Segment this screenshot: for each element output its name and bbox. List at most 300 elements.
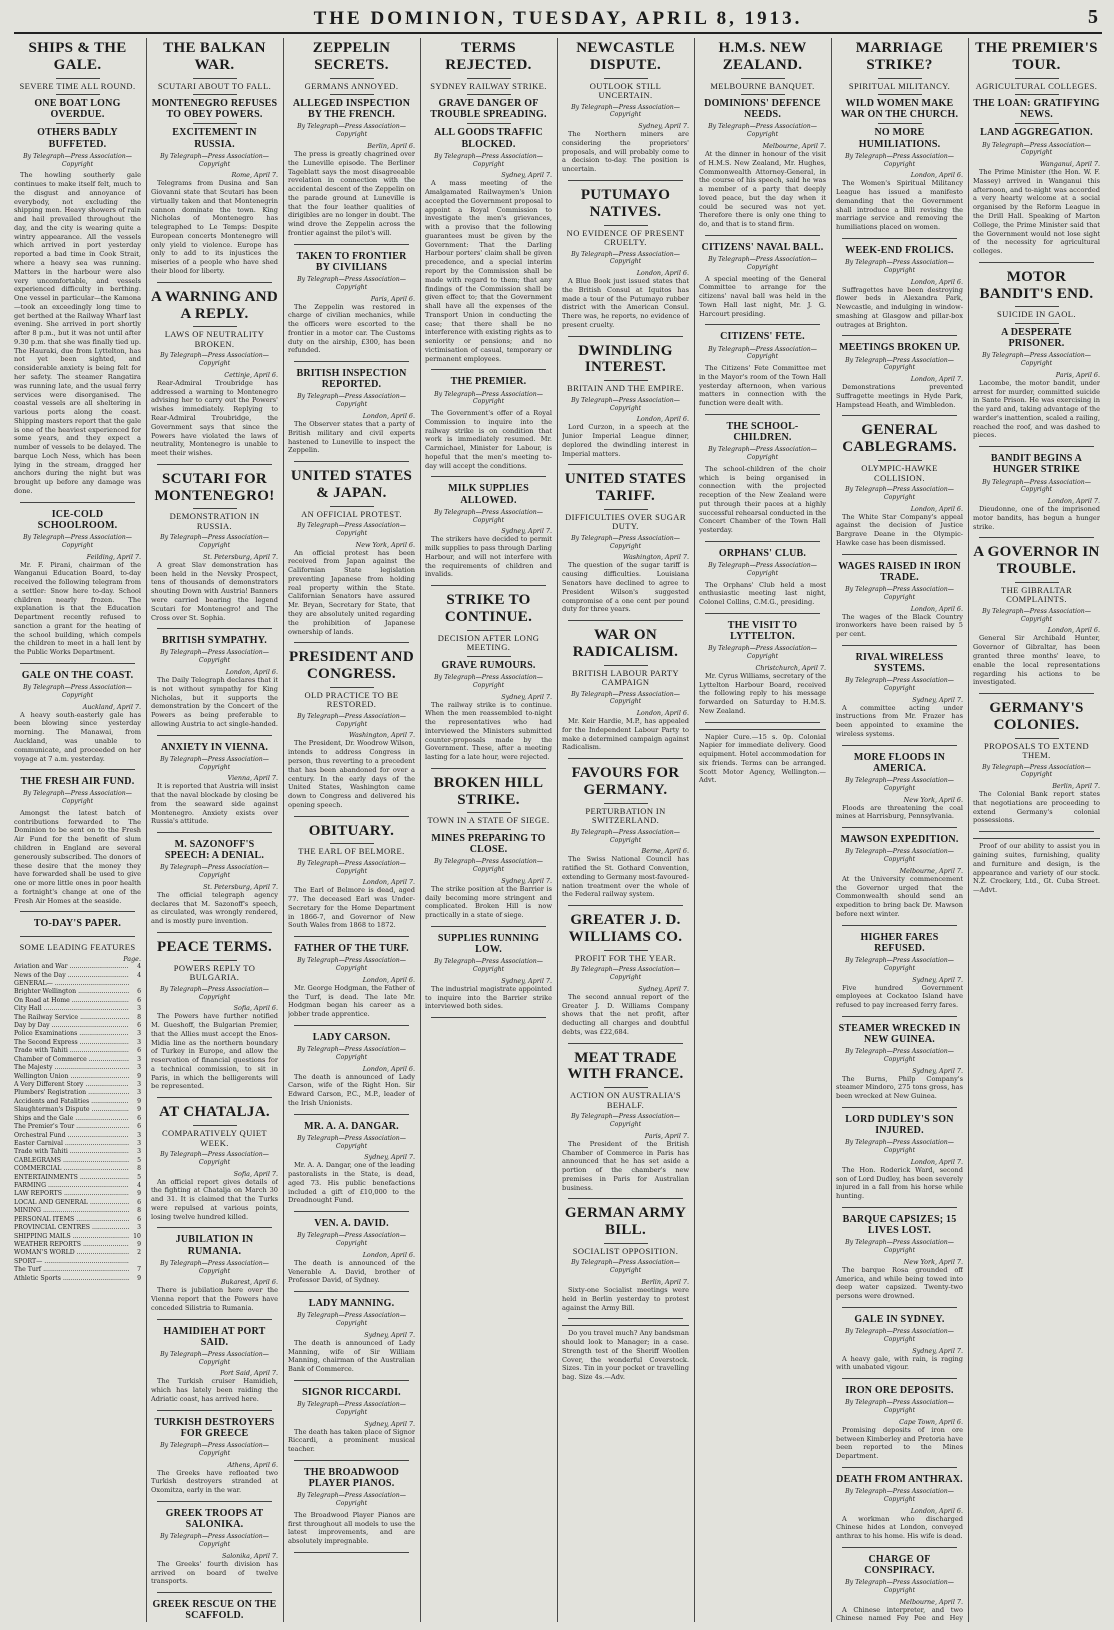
article-headline: THE SCHOOL-CHILDREN. (726, 420, 799, 444)
press-credit: By Telegraph—Press Association—Copyright (982, 478, 1091, 494)
dateline: New York, April 6. (355, 540, 415, 549)
press-credit: By Telegraph—Press Association—Copyright (160, 534, 269, 550)
index-row (14, 1174, 141, 1182)
article-body: Five hundred Government employees at Cockatoo Island have refused to pay increased ferry fares. (836, 983, 963, 1010)
index-item-name: Trade with Tahiti ..... (14, 1047, 129, 1055)
advertisement: Do you travel much? Any bandsman should look to Manager; in a case. Strength test of the Sheriff Woollen Cover, the wonderful Coverstock. Sizes. Tin in your pocket or travelling bag. Size 4s.—Adv. (562, 1325, 689, 1382)
article-headline: PEACE TERMS. (156, 939, 272, 956)
article-headline: AT CHATALJA. (159, 1104, 270, 1121)
press-credit: By Telegraph—Press Association—Copyright (845, 1239, 954, 1255)
article (836, 932, 963, 1010)
index-item-name: Ships and the Gale ..... (14, 1115, 129, 1123)
press-credit: By Telegraph—Press Association—Copyright (160, 1533, 269, 1549)
article-divider (157, 1501, 272, 1502)
article-divider (705, 541, 820, 542)
press-credit: By Telegraph—Press Association—Copyright (845, 486, 954, 501)
column-rule (694, 38, 695, 1622)
index-item-name: News of the Day ..... (14, 972, 129, 980)
article-divider (979, 446, 1094, 447)
press-credit: By Telegraph—Press Association—Copyright (434, 508, 543, 524)
index-row (14, 1199, 141, 1207)
press-credit: By Telegraph—Press Association—Copyright (571, 690, 680, 706)
article-body: A workman who discharged Chinese hides at London, conveyed anthrax to his home. His wife is dead. (836, 1514, 963, 1541)
press-credit: By Telegraph—Press Association—Copyright (160, 1151, 269, 1166)
article-headline: GALE ON THE COAST. (21, 669, 134, 681)
index-item-name: The Second Express ..... (14, 1039, 129, 1047)
index-item-page: 3 (137, 1080, 141, 1088)
article-headline: NEWCASTLE DISPUTE. (576, 40, 675, 73)
press-credit: By Telegraph—Press Association—Copyright (160, 649, 269, 665)
article (288, 40, 415, 238)
index-item-name: A Very Different Story ..... (14, 1081, 129, 1089)
dateline: Sydney, April 7. (501, 692, 552, 701)
press-credit: By Telegraph—Press Association—Copyright (571, 1259, 680, 1275)
article (288, 251, 415, 355)
index-row (14, 1275, 141, 1283)
article-body: Amongst the latest batch of contributions forwarded to The Dominion to be sent on to the Fresh Air Fund for the benefit of slum children in England are several generously subscribed. The donors of these desire that the money they have forwarded shall be used to give one or more little ones in poor health a fortnight's change at one of the Fresh Air Homes at the seaside. (14, 808, 141, 905)
index-row (14, 963, 141, 971)
advertisement: Proof of our ability to assist you in gaining suites, furnishing, quality and furniture and design, is the appearance and variety of our stock. N.Z. Crockery, Ltd., Gt. Cuba Street.—Advt. (973, 838, 1100, 895)
article-divider (431, 926, 546, 927)
index-page-label: Page. (123, 955, 141, 964)
article-headline: TO-DAY'S PAPER. (33, 918, 122, 930)
press-credit: By Telegraph—Press Association—Copyright (297, 276, 406, 291)
article-body: The Broadwood Player Pianos are first throughout all models to use the latest improvements, and are absolutely impregnable. (288, 1510, 415, 1546)
index-item-page: 4 (137, 1182, 141, 1190)
dateline: Berne, April 6. (641, 847, 689, 856)
article-divider (568, 180, 683, 181)
article-headline: DEATH FROM ANTHRAX. (836, 1473, 963, 1485)
article-divider (568, 1043, 683, 1044)
index-item-page (129, 980, 141, 988)
article (288, 823, 415, 931)
heading-divider (56, 94, 100, 95)
press-credit: By Telegraph—Press Association—Copyright (845, 152, 954, 168)
article-headline: THE BROADWOOD PLAYER PIANOS. (303, 1466, 400, 1490)
press-credit: By Telegraph—Press Association—Copyright (23, 790, 132, 806)
article-body: The President, Dr. Woodrow Wilson, intends to address Congress in person, thus reverting to a precedent that has been abandoned for over a century. In the early days of the United States, Washington came down to Congress and delivered his opening speech. (288, 739, 415, 809)
article (288, 1387, 415, 1454)
index-item-page: 3 (137, 1089, 141, 1097)
article-body: Lord Curzon, in a speech at the Junior Imperial League dinner, deplored the dwindling interest in Imperial matters. (562, 423, 689, 458)
article-subheadline: GRAVE RUMOURS. (441, 659, 536, 671)
article-divider (842, 1547, 957, 1548)
index-row (14, 1073, 141, 1081)
index-item-page: 3 (137, 1148, 141, 1156)
article (836, 1023, 963, 1101)
dateline: New York, April 7. (903, 1257, 963, 1266)
article-body: An official protest has been received from Japan against the Californian State legislation preventing Japanese from holding real property within the State. Californian Senators have assured Mr. Bryan, Secretary for State, that they are absolutely united regarding the prohibition of Japanese ownership of lands. (288, 548, 415, 636)
article-divider (294, 936, 409, 937)
masthead-title: THE DOMINION, TUESDAY, APRIL 8, 1913. (313, 8, 803, 29)
article-subheadline: NO MORE HUMILIATIONS. (858, 127, 941, 150)
article-subheadline: MELBOURNE BANQUET. (710, 80, 815, 91)
index-item-name: Easter Carnival ..... (14, 1140, 129, 1148)
article-divider (842, 335, 957, 336)
index-row (14, 1233, 141, 1241)
dateline: Port Said, April 7. (220, 1369, 278, 1378)
column-rule (968, 38, 969, 1622)
index-item-name: Day by Day ..... (14, 1022, 129, 1030)
article-subheadline: DECISION AFTER LONG MEETING. (437, 632, 540, 653)
dateline: Sydney, April 7. (364, 1153, 415, 1162)
article-headline: ANXIETY IN VIENNA. (160, 741, 269, 753)
heading-divider (604, 950, 648, 951)
index-item-name: Accidents and Fatalities ..... (14, 1098, 129, 1106)
dateline: Christchurch, April 7. (755, 663, 826, 672)
article (562, 1205, 689, 1312)
masthead (14, 6, 1102, 34)
article-body: The wages of the Black Country ironworkers have been raised by 5 per cent. (836, 612, 963, 639)
article-headline: CITIZENS' FETE. (720, 331, 805, 343)
article-divider (20, 911, 135, 912)
article-divider (842, 827, 957, 828)
index-item-name: Trade with Tahiti ..... (14, 1148, 129, 1156)
press-credit: By Telegraph—Press Association—Copyright (160, 755, 269, 771)
article-headline: SIGNOR RICCARDI. (302, 1386, 401, 1398)
article-divider (568, 905, 683, 906)
index-item-page: 8 (137, 1165, 141, 1173)
article-headline: FAVOURS FOR GERMANY. (571, 765, 680, 799)
index-row (14, 1014, 141, 1022)
article-subheadline: AN OFFICIAL PROTEST. (301, 508, 402, 519)
press-credit: By Telegraph—Press Association—Copyright (434, 858, 543, 874)
press-credit: By Telegraph—Press Association—Copyright (297, 712, 406, 728)
index-item-page: 6 (137, 1123, 141, 1131)
article-body: A heavy south-easterly gale has been blowing since yesterday morning. The Manawai, from Auckland, was unable to communicate, and proceeded on her voyage at 7 a.m. yesterday. (14, 710, 141, 763)
index-item-name: LAW REPORTS ..... (14, 1190, 129, 1198)
press-credit: By Telegraph—Press Association—Copyright (297, 123, 406, 139)
index-item-name: Police Examinations ..... (14, 1030, 129, 1038)
press-credit: By Telegraph—Press Association—Copyright (297, 957, 406, 973)
article-headline: TAKEN TO FRONTIER BY CIVILIANS (296, 250, 407, 273)
article-headline: PUTUMAYO NATIVES. (580, 186, 671, 220)
heading-divider (604, 78, 648, 79)
press-credit: By Telegraph—Press Association—Copyright (297, 1046, 406, 1061)
index-row (14, 1123, 141, 1131)
article-headline: H.M.S. NEW ZEALAND. (718, 40, 807, 73)
article-subheadline: ACTION ON AUSTRALIA'S BEHALF. (570, 1090, 681, 1110)
article-headline: WEEK-END FROLICS. (845, 244, 954, 256)
article-subheadline: SYDNEY RAILWAY STRIKE. (430, 80, 547, 91)
article-subheadline: PROFIT FOR THE YEAR. (574, 952, 677, 963)
article (425, 933, 552, 1011)
index-item-name: The Turf ..... (14, 1266, 129, 1274)
index-item-name: COMMERCIAL ..... (14, 1165, 129, 1173)
index-row (14, 1022, 141, 1030)
dateline: Auckland, April 7. (82, 702, 141, 711)
article (973, 40, 1100, 256)
index-item-name: WOMAN'S WORLD ..... (14, 1249, 129, 1257)
press-credit: By Telegraph—Press Association—Copyright (708, 645, 817, 661)
article-headline: CITIZENS' NAVAL BALL. (701, 241, 824, 253)
article (699, 620, 826, 716)
article-body: Suffragettes have been destroying flower beds in Alexandra Park, Newcastle, and indulging in window-smashing at Glasgow and pillar-box outrages at Brighton. (836, 285, 963, 329)
article-body: The Swiss National Council has ratified the St. Gothard Convention, extending to Germany most-favoured-nation treatment over the whole of the Federal railway system. (562, 855, 689, 899)
dateline: St. Petersburg, April 7. (203, 552, 278, 561)
article-subheadline: THE LOAN: GRATIFYING NEWS. (973, 98, 1100, 121)
article-divider (157, 1592, 272, 1593)
heading-divider (741, 94, 785, 95)
article-divider (568, 1198, 683, 1199)
press-credit: By Telegraph—Press Association—Copyright (571, 534, 680, 550)
article-headline: RIVAL WIRELESS SYSTEMS. (855, 651, 944, 674)
index-row (14, 1207, 141, 1215)
article-body: An official report gives details of the fighting at Chatalja on March 30 and 31. It is claimed that the Turks were repulsed at various points, losing twelve hundred killed. (151, 1177, 278, 1221)
article-divider (842, 1467, 957, 1468)
article (151, 839, 278, 926)
article-body: The strikers have decided to permit milk supplies to pass through Darling Harbour, and will not interfere with the requirements of children and invalids. (425, 535, 552, 579)
article-body: The death has taken place of Signor Riccardi, a prominent musical teacher. (288, 1427, 415, 1454)
heading-divider (1015, 582, 1059, 583)
dateline: Sydney, April 7. (364, 1419, 415, 1428)
index-item-page: 6 (137, 1022, 141, 1030)
article-headline: ZEPPELIN SECRETS. (312, 40, 391, 73)
article-body: The question of the sugar tariff is causing difficulties. Louisiana Senators have declined to agree to President Wilson's suggested compromise of a one cent per pound duty for three years. (562, 561, 689, 614)
article-subheadline: LAWS OF NEUTRALITY BROKEN. (164, 329, 265, 349)
dateline: Rome, April 7. (231, 171, 278, 180)
article-divider (842, 238, 957, 239)
article-headline: FATHER OF THE TURF. (294, 943, 409, 955)
article-subheadline: MINES PREPARING TO CLOSE. (431, 832, 546, 856)
article-headline: A GOVERNOR IN TROUBLE. (973, 544, 1100, 578)
article-subheadline: OLD PRACTICE TO BE RESTORED. (304, 689, 399, 710)
column-rule (831, 38, 832, 1622)
press-credit: By Telegraph—Press Association—Copyright (845, 957, 954, 972)
article (699, 548, 826, 607)
article-divider (157, 1410, 272, 1411)
press-credit: By Telegraph—Press Association—Copyright (708, 345, 817, 361)
index-item-name: FARMING ..... (14, 1182, 129, 1190)
press-credit: By Telegraph—Press Association—Copyright (571, 966, 680, 982)
press-credit: By Telegraph—Press Association—Copyright (297, 393, 406, 409)
press-credit: By Telegraph—Press Association—Copyright (297, 1134, 406, 1150)
article-headline: WAR ON RADICALISM. (572, 627, 679, 660)
article-headline: BROKEN HILL STRIKE. (433, 774, 544, 808)
index-row (14, 1106, 141, 1114)
heading-divider (878, 460, 922, 461)
dateline: Sydney, April 7. (501, 171, 552, 180)
article-divider (294, 816, 409, 817)
dateline: Sydney, April 7. (638, 122, 689, 131)
press-credit: By Telegraph—Press Association—Copyright (845, 356, 954, 372)
article-divider (842, 415, 957, 416)
column-7 (836, 38, 963, 1622)
dateline: Bukarest, April 6. (220, 1278, 278, 1287)
press-credit: By Telegraph—Press Association—Copyright (982, 763, 1091, 779)
article-divider (705, 722, 820, 723)
article-divider (842, 1378, 957, 1379)
heading-divider (604, 225, 648, 226)
column-8 (973, 38, 1100, 1622)
article-headline: UNITED STATES & JAPAN. (290, 468, 413, 501)
article (151, 1104, 278, 1221)
index-item-name: ENTERTAINMENTS ..... (14, 1174, 129, 1182)
article-headline: A WARNING AND A REPLY. (151, 288, 278, 322)
article-headline: MAWSON EXPEDITION. (840, 834, 959, 846)
article-body: The Greeks have refloated two Turkish destroyers stranded at Oxomitza, early in the war. (151, 1468, 278, 1495)
heading-divider (604, 1087, 648, 1088)
index-item-page: 3 (137, 1224, 141, 1232)
article-divider (157, 628, 272, 629)
article (562, 343, 689, 459)
article-divider (294, 244, 409, 245)
article (151, 471, 278, 622)
index-item-name: Slaughterman's Dispute ..... (14, 1106, 129, 1114)
dateline: Berlin, April 6. (367, 141, 415, 150)
dateline: Berlin, April 7. (1052, 782, 1100, 791)
index-item-page: 2 (137, 1249, 141, 1257)
index-item-page: 5 (137, 1156, 141, 1164)
heading-divider (1015, 94, 1059, 95)
article-subheadline: COMPARATIVELY QUIET WEEK. (161, 1128, 268, 1148)
article-headline: GREEK TROOPS AT SALONIKA. (165, 1507, 264, 1531)
article-divider (157, 735, 272, 736)
press-credit: By Telegraph—Press Association—Copyright (845, 1139, 954, 1155)
heading-divider (467, 829, 511, 830)
article (973, 453, 1100, 531)
heading-divider (1015, 323, 1059, 324)
article-divider (705, 235, 820, 236)
dateline: London, April 6. (910, 171, 963, 180)
index-row (14, 980, 141, 988)
article-body: The Earl of Belmore is dead, aged 77. The deceased Earl was Under-Secretary for the Home Department in 1866-7, and Governor of New South Wales from 1868 to 1872. (288, 886, 415, 930)
heading-divider (1015, 306, 1059, 307)
article-headline: CHARGE OF CONSPIRACY. (864, 1553, 935, 1577)
article (836, 245, 963, 330)
press-credit: By Telegraph—Press Association—Copyright (571, 250, 680, 266)
heading-divider (193, 508, 237, 509)
article (288, 1121, 415, 1206)
index-item-name: City Hall ..... (14, 1005, 129, 1013)
article-body: Telegrams from Dusina and San Giovanni state that Scutari has been virtually taken and that Montenegrin cannon dominate the town. King Nicholas of Montenegro has telegraphed to Le Temps: Despite European concerts Montenegro will only yield to violence. Europe has only to add to its injustices the miseries of a people who have shed their blood for liberty. (151, 179, 278, 276)
press-credit: By Telegraph—Press Association—Copyright (297, 1401, 406, 1416)
article-body: The death is announced of Lady Carson, wife of the Right Hon. Sir Edward Carson, P.C., M.P., leader of the Irish Unionists. (288, 1072, 415, 1107)
index-row (14, 1005, 141, 1013)
article-headline: THE PREMIER. (450, 376, 527, 388)
article-body: The Colonial Bank report states that negotiations are proceeding to extend Germany's colonial possessions. (973, 790, 1100, 825)
article-divider (842, 1016, 957, 1017)
dateline: Washington, April 7. (348, 731, 415, 740)
article-divider (979, 831, 1094, 832)
dateline: Sydney, April 7. (912, 1066, 963, 1075)
article-body: The Northern miners are considering the proprietors' proposals, and will probably come to a decision to-day. The position is uncertain. (562, 130, 689, 174)
article-body: The industrial magistrate appointed to inquire into the Barrier strike interviewed both sides. (425, 984, 552, 1011)
index-item-page: 3 (137, 1055, 141, 1063)
article-subheadline: ALLEGED INSPECTION BY THE FRENCH. (292, 98, 411, 121)
article-headline: HIGHER FARES REFUSED. (860, 931, 939, 954)
index-row (14, 1064, 141, 1072)
article-headline: THE VISIT TO LYTTELTON. (727, 619, 798, 643)
article-body: The official telegraph agency declares that M. Sazonoff's speech, as circulated, was wrongly rendered, and is mostly pure invention. (151, 890, 278, 926)
article (836, 561, 963, 639)
article-body: The press is greatly chagrined over the Luneville episode. The Berliner Tageblatt says the most disagreeable revelation in connection with the accidental descent of the Zeppelin on the parade ground at Luneville is that the four leather qualities of dirigibles are no longer in doubt. The wind drove the Zeppelin across the frontier against the pilot's will. (288, 149, 415, 237)
article-body: Promising deposits of iron ore between Kimberley and Pretoria have been reported to the Mines Department. (836, 1425, 963, 1461)
article (425, 376, 552, 470)
article (425, 775, 552, 920)
article-body: It is reported that Austria will insist that the naval blockade by closing be from the seaward side against Montenegro. Anxiety exists over Russia's attitude. (151, 782, 278, 826)
article-headline: LADY MANNING. (308, 1298, 395, 1310)
dateline: Sydney, April 7. (912, 975, 963, 984)
heading-divider (56, 123, 100, 124)
dateline: London, April 6. (362, 411, 415, 420)
index-row (14, 1224, 141, 1232)
dateline: Paris, April 6. (370, 294, 415, 303)
article-body: A heavy gale, with rain, is raging with unabated vigour. (836, 1354, 963, 1372)
index-item-page: 4 (137, 963, 141, 971)
article-subheadline: SEVERE TIME ALL ROUND. (19, 80, 136, 91)
article-subheadline: TOWN IN A STATE OF SIEGE. (427, 815, 550, 826)
heading-divider (330, 506, 374, 507)
index-row (14, 1039, 141, 1047)
advertisement: Napier Cure.—15 s. 0p. Colonial Napier for immediate delivery. Good equipment. Hotel accommodation for six friends. Terms can be arranged. Scott Motor Agency, Wellington.—Advt. (699, 729, 826, 786)
article-subheadline: DEMONSTRATION IN RUSSIA. (169, 511, 260, 531)
article-body: The White Star Company's appeal against the decision of Justice Bargrave Deane in the Olympic-Hawke case has been dismissed. (836, 512, 963, 547)
index-item-page: 9 (137, 1106, 141, 1114)
index-title: SOME LEADING FEATURES (19, 941, 136, 952)
column-3 (288, 38, 415, 1622)
article (151, 1326, 278, 1404)
press-credit: By Telegraph—Press Association—Copyright (571, 828, 680, 844)
article-headline: MOTOR BANDIT'S END. (979, 268, 1094, 302)
article (151, 289, 278, 458)
heading-divider (193, 326, 237, 327)
article (14, 509, 141, 657)
article (836, 834, 963, 919)
dateline: Sydney, April 7. (912, 1346, 963, 1355)
article-headline: WAGES RAISED IN IRON TRADE. (838, 560, 961, 583)
dateline: Salonika, April 7. (222, 1551, 278, 1560)
article-body: A Blue Book just issued states that the British Consul at Iquitos has made a tour of the Putumayo rubber district with the American Consul. There was, he reports, no evidence of present cruelty. (562, 277, 689, 329)
press-credit: By Telegraph—Press Association—Copyright (434, 152, 543, 168)
article (151, 1417, 278, 1495)
press-credit: By Telegraph—Press Association—Copyright (845, 1399, 954, 1415)
article-subheadline: BRITAIN AND THE EMPIRE. (567, 383, 684, 394)
article-headline: THE FRESH AIR FUND. (20, 776, 135, 788)
article (836, 1554, 963, 1622)
index-item-page: 6 (137, 1047, 141, 1055)
page-number: 5 (1088, 6, 1098, 28)
dateline: London, April 6. (362, 1064, 415, 1073)
article-headline: OBITUARY. (308, 822, 395, 839)
article-headline: GERMAN ARMY BILL. (564, 1205, 687, 1239)
index-row (14, 1266, 141, 1274)
article (836, 652, 963, 739)
article-divider (431, 768, 546, 769)
article (562, 40, 689, 174)
index-item-name: Aviation and War ..... (14, 963, 129, 971)
index-item-page: 3 (137, 1131, 141, 1139)
press-credit: By Telegraph—Press Association—Copyright (571, 103, 680, 119)
article-divider (842, 645, 957, 646)
article-body: The Observer states that a party of British military and civil experts hastened to Luneville to inspect the Zeppelin. (288, 419, 415, 455)
index-item-name: Wellington Union ..... (14, 1073, 129, 1081)
index-item-name: Athletic Sports ..... (14, 1275, 129, 1283)
article (973, 544, 1100, 687)
heading-divider (467, 123, 511, 124)
press-credit: By Telegraph—Press Association—Copyright (160, 864, 269, 880)
index-item-page: 3 (137, 1005, 141, 1013)
article-divider (431, 585, 546, 586)
article-headline: MEAT TRADE WITH FRANCE. (567, 1049, 684, 1083)
article-headline: MORE FLOODS IN AMERICA. (853, 751, 946, 774)
index-item-page: 8 (137, 1013, 141, 1021)
press-credit: By Telegraph—Press Association—Copyright (434, 390, 543, 406)
article-subheadline: AGRICULTURAL COLLEGES. (975, 80, 1098, 91)
article-headline: BANDIT BEGINS A HUNGER STRIKE (990, 453, 1083, 476)
article-subheadline: SUICIDE IN GAOL. (997, 309, 1076, 320)
heading-divider (330, 94, 374, 95)
